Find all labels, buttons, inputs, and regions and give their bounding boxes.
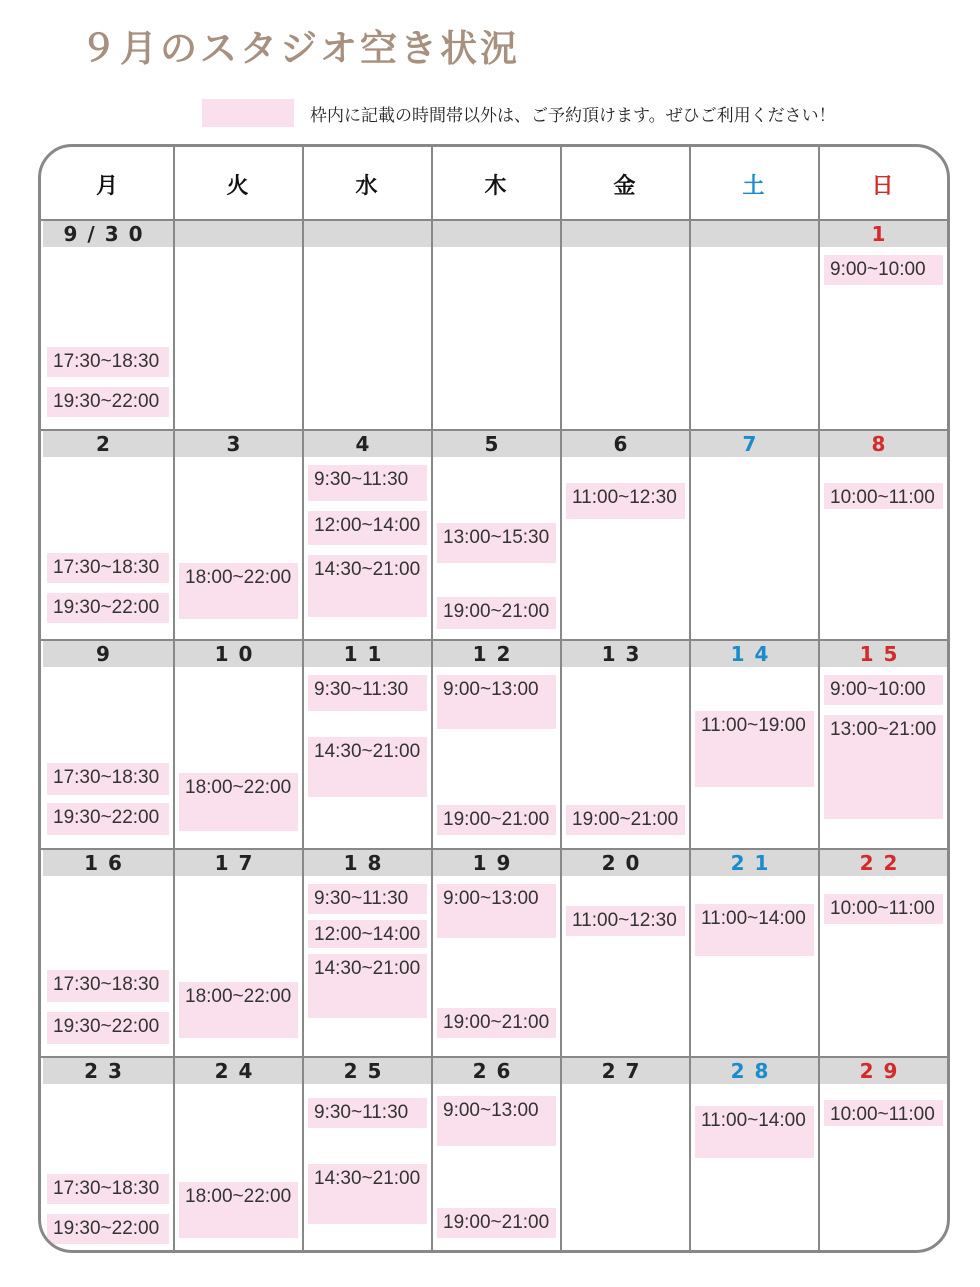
available-slot[interactable]: 19:30~22:00	[47, 1214, 169, 1244]
available-slot[interactable]: 19:00~21:00	[437, 805, 556, 835]
available-slot[interactable]: 9:30~11:30	[308, 884, 427, 914]
date-number: 8	[871, 432, 896, 456]
available-slot[interactable]: 9:00~13:00	[437, 1096, 556, 1146]
available-slot[interactable]: 10:00~11:00	[824, 1100, 943, 1126]
date-number: 26	[472, 1059, 521, 1083]
date-number: 20	[601, 851, 650, 875]
row-divider	[41, 639, 947, 641]
available-slot[interactable]: 9:30~11:30	[308, 675, 427, 711]
weekday-header: 木	[484, 174, 507, 199]
available-slot[interactable]: 12:00~14:00	[308, 511, 427, 545]
available-slot[interactable]: 17:30~18:30	[47, 553, 169, 583]
date-number	[304, 221, 431, 247]
date-number: 2	[96, 432, 120, 456]
date-number: 7	[742, 432, 767, 456]
available-slot[interactable]: 19:30~22:00	[47, 593, 169, 623]
date-number: 19	[472, 851, 521, 875]
available-slot[interactable]: 13:00~15:30	[437, 523, 556, 563]
row-divider	[41, 848, 947, 850]
available-slot[interactable]: 9:00~13:00	[437, 884, 556, 938]
available-slot[interactable]: 19:30~22:00	[47, 1012, 169, 1044]
date-number: 6	[613, 432, 638, 456]
date-number: 23	[84, 1059, 132, 1083]
available-slot[interactable]: 9:00~10:00	[824, 675, 943, 705]
available-slot[interactable]: 12:00~14:00	[308, 920, 427, 948]
date-number: 17	[214, 851, 263, 875]
available-slot[interactable]: 14:30~21:00	[308, 737, 427, 797]
page-title: ９月のスタジオ空き状況	[80, 27, 520, 70]
available-slot[interactable]: 19:00~21:00	[566, 805, 685, 835]
date-number: 11	[343, 642, 392, 666]
date-number: 16	[84, 851, 132, 875]
weekday-header: 日	[871, 174, 894, 199]
date-number	[691, 221, 818, 247]
weekday-header: 水	[355, 174, 378, 199]
date-number: 22	[859, 851, 908, 875]
date-number	[175, 221, 302, 247]
date-number: 28	[730, 1059, 779, 1083]
available-slot[interactable]: 9:00~10:00	[824, 255, 943, 285]
date-number: 15	[859, 642, 908, 666]
available-slot[interactable]: 19:00~21:00	[437, 597, 556, 629]
date-number: 18	[343, 851, 392, 875]
available-slot[interactable]: 9:00~13:00	[437, 675, 556, 729]
date-number: 25	[343, 1059, 392, 1083]
available-slot[interactable]: 11:00~12:30	[566, 483, 685, 519]
date-number: 1	[871, 222, 896, 246]
available-slot[interactable]: 18:00~22:00	[179, 563, 298, 619]
available-slot[interactable]: 9:30~11:30	[308, 465, 427, 501]
available-slot[interactable]: 14:30~21:00	[308, 1164, 427, 1224]
available-slot[interactable]: 19:00~21:00	[437, 1008, 556, 1038]
date-number: 4	[355, 432, 380, 456]
available-slot[interactable]: 9:30~11:30	[308, 1098, 427, 1128]
row-divider	[41, 1056, 947, 1058]
available-slot[interactable]: 10:00~11:00	[824, 894, 943, 924]
date-number: 24	[214, 1059, 263, 1083]
available-slot[interactable]: 14:30~21:00	[308, 555, 427, 617]
date-number: 9	[96, 642, 120, 666]
date-number: 29	[859, 1059, 908, 1083]
available-slot[interactable]: 10:00~11:00	[824, 483, 943, 509]
row-divider	[41, 429, 947, 431]
date-number	[433, 221, 560, 247]
date-number: 27	[601, 1059, 650, 1083]
weekday-header: 月	[95, 174, 118, 199]
available-slot[interactable]: 19:30~22:00	[47, 387, 169, 417]
date-number: 12	[472, 642, 521, 666]
date-number: 13	[601, 642, 650, 666]
available-slot[interactable]: 14:30~21:00	[308, 954, 427, 1018]
row-divider	[41, 219, 947, 221]
weekday-header: 土	[742, 174, 765, 199]
column-divider	[560, 147, 562, 1250]
available-slot[interactable]: 11:00~12:30	[566, 906, 685, 936]
available-slot[interactable]: 17:30~18:30	[47, 763, 169, 795]
date-number: 3	[226, 432, 251, 456]
calendar-grid	[38, 144, 950, 1253]
date-number	[562, 221, 689, 247]
available-slot[interactable]: 18:00~22:00	[179, 773, 298, 831]
available-slot[interactable]: 17:30~18:30	[47, 1174, 169, 1204]
available-slot[interactable]: 18:00~22:00	[179, 982, 298, 1038]
available-slot[interactable]: 11:00~14:00	[695, 1106, 814, 1158]
available-slot[interactable]: 11:00~14:00	[695, 904, 814, 956]
date-number: 9/30	[63, 222, 153, 246]
legend-text: 枠内に記載の時間帯以外は、ご予約頂けます。ぜひご利用ください！	[310, 106, 836, 126]
date-number: 5	[484, 432, 509, 456]
legend-swatch	[202, 99, 294, 127]
column-divider	[689, 147, 691, 1250]
available-slot[interactable]: 19:00~21:00	[437, 1208, 556, 1238]
available-slot[interactable]: 13:00~21:00	[824, 715, 943, 819]
date-number: 21	[730, 851, 779, 875]
column-divider	[173, 147, 175, 1250]
weekday-header: 金	[613, 174, 636, 199]
weekday-header: 火	[226, 174, 249, 199]
column-divider	[818, 147, 820, 1250]
available-slot[interactable]: 19:30~22:00	[47, 803, 169, 835]
available-slot[interactable]: 17:30~18:30	[47, 970, 169, 1002]
date-number: 10	[214, 642, 263, 666]
available-slot[interactable]: 11:00~19:00	[695, 711, 814, 787]
available-slot[interactable]: 17:30~18:30	[47, 347, 169, 377]
column-divider	[302, 147, 304, 1250]
column-divider	[431, 147, 433, 1250]
available-slot[interactable]: 18:00~22:00	[179, 1182, 298, 1238]
date-number: 14	[730, 642, 779, 666]
